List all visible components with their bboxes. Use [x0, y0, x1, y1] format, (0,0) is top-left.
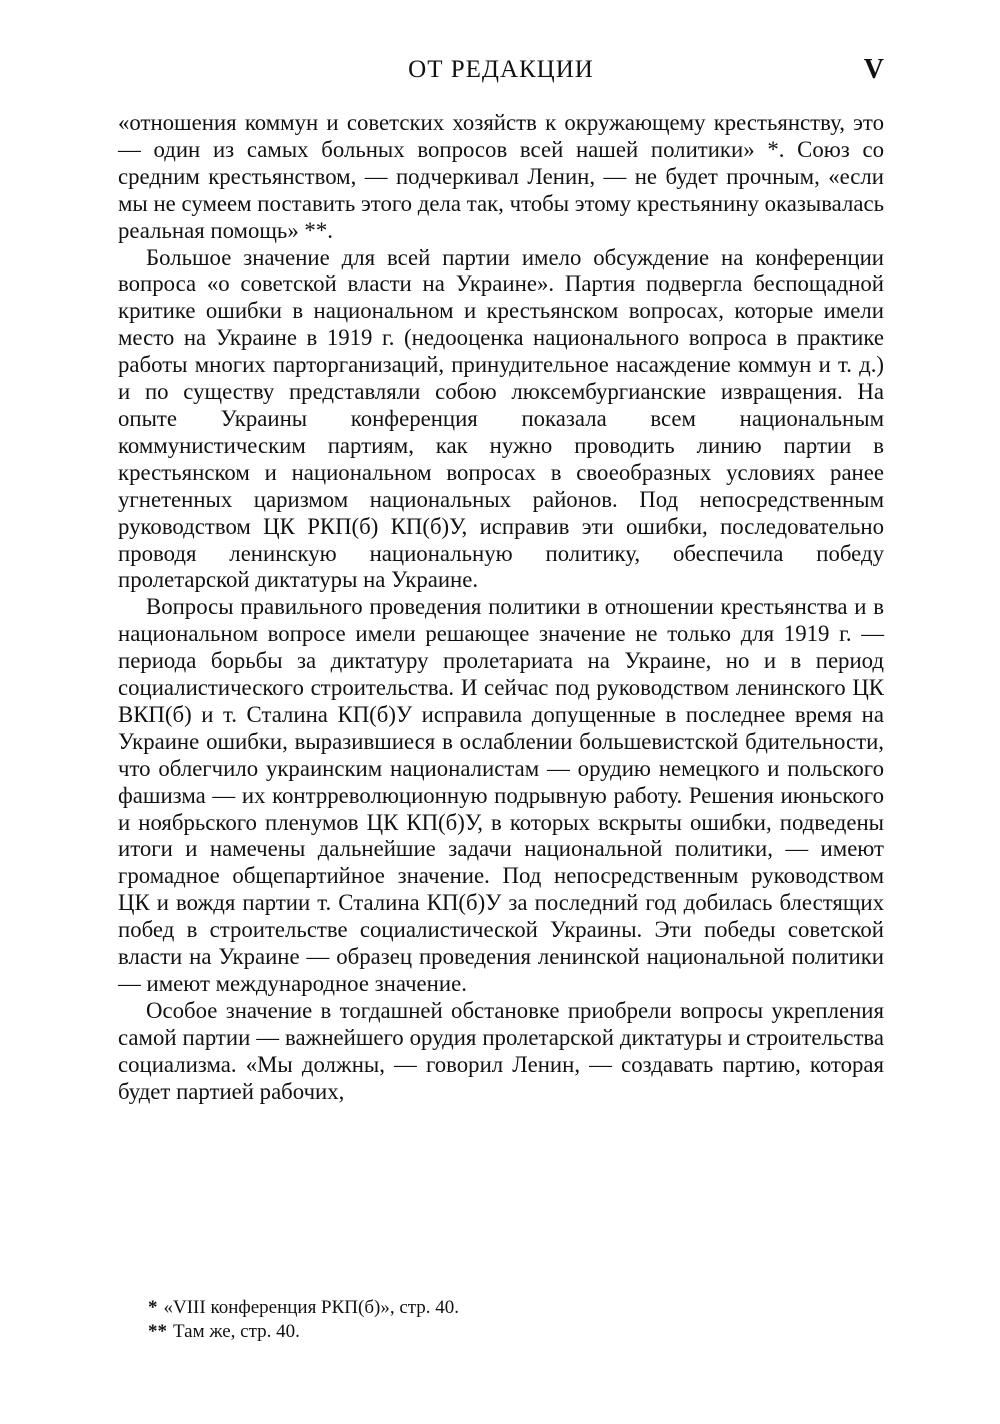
footnote	[148, 1320, 848, 1344]
page-number: V	[863, 54, 884, 85]
paragraph: «отношения коммун и советских хозяйств к окружающему крестьянству, это — один из самых больных вопросов всей нашей политики» *. Союз со средним крестьянством, — подчеркивал Ленин, — не будет прочным, «если мы не сумеем поставить этого дела так, чтобы этому крестьянину оказывалась реальная помощь» **.	[118, 110, 884, 243]
footnote	[148, 1296, 848, 1320]
running-head	[118, 54, 884, 90]
paragraph: Вопросы правильного проведения политики в отношении крестьянства и в национальном вопросе имели решающее значение не только для 1919 г. — периода борьбы за диктатуру пролетариата на Украине, но и в период социалистического строительства. И сейчас под руководством ленинского ЦК ВКП(б) и т. Сталина КП(б)У исправила допущенные в последнее время на Украине ошибки, выразившиеся в ослаблении большевистской бдительности, что облегчило украинским националистам — орудию немецкого и польского фашизма — их контрреволюционную подрывную работу. Решения июньского и ноябрьского пленумов ЦК КП(б)У, в которых вскрыты ошибки, подведены итоги и намечены дальнейшие задачи национальной политики, — имеют громадное общепартийное значение. Под непосредственным руководством ЦК и вождя партии т. Сталина КП(б)У за последний год добилась блестящих побед в строительстве социалистической Украины. Эти победы советской власти на Украине — образец проведения ленинской национальной политики — имеют международное значение.	[118, 594, 884, 996]
body-text	[118, 110, 884, 1106]
footnote-text: Там же, стр. 40.	[173, 1321, 300, 1342]
paragraph: Особое значение в тогдашней обстановке приобрели вопросы укрепления самой партии — важнейшего орудия пролетарской диктатуры и строительства социализма. «Мы должны, — говорил Ленин, — создавать партию, которая будет партией рабочих,	[118, 997, 884, 1104]
footnote-mark: *	[148, 1297, 158, 1318]
paragraph: Большое значение для всей партии имело обсуждение на конференции вопроса «о советской власти на Украине». Партия подвергла беспощадной критике ошибки в национальном и крестьянском вопросах, которые имели место на Украине в 1919 г. (недооценка национального вопроса в практике работы многих парторганизаций, принудительное насаждение коммун и т. д.) и по существу представляли собою люксембургианские извращения. На опыте Украины конференция показала всем национальным коммунистическим партиям, как нужно проводить линию партии в крестьянском и национальном вопросах в своеобразных условиях ранее угнетенных царизмом национальных районов. Под непосредственным руководством ЦК РКП(б) КП(б)У, исправив эти ошибки, последовательно проводя ленинскую национальную политику, обеспечила победу пролетарской диктатуры на Украине.	[118, 244, 884, 593]
footnote-mark: **	[148, 1321, 167, 1342]
footnotes	[148, 1296, 848, 1344]
document-page	[118, 0, 884, 1424]
running-title: ОТ РЕДАКЦИИ	[408, 56, 594, 83]
footnote-text: «VIII конференция РКП(б)», стр. 40.	[163, 1297, 460, 1318]
